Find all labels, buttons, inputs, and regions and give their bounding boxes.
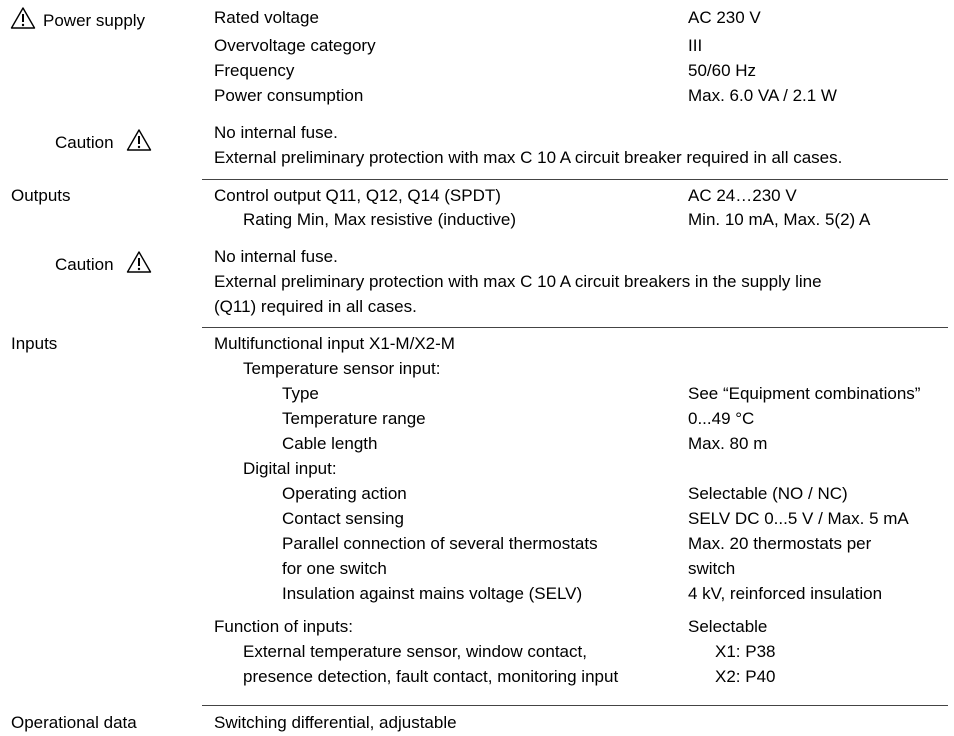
section-heading-power-supply: Power supply <box>43 11 146 30</box>
spec-value: Selectable <box>688 617 768 636</box>
spec-value: See “Equipment combinations” <box>688 384 921 403</box>
spec-label: Frequency <box>214 61 295 80</box>
spec-label: Switching differential, adjustable <box>214 713 457 732</box>
caution-text: No internal fuse. <box>214 247 338 266</box>
spec-label: Power consumption <box>214 86 364 105</box>
spec-label: External temperature sensor, window contact, <box>243 642 587 661</box>
section-heading-outputs: Outputs <box>11 186 71 205</box>
warning-triangle-icon <box>10 6 36 30</box>
spec-label: Control output Q11, Q12, Q14 (SPDT) <box>214 186 501 205</box>
caution-text: External preliminary protection with max C 10 A circuit breakers in the supply line <box>214 272 822 291</box>
section-heading-inputs: Inputs <box>11 334 58 353</box>
spec-value: X2: P40 <box>715 667 776 686</box>
subheading: Digital input: <box>243 459 337 478</box>
spec-value: Max. 6.0 VA / 2.1 W <box>688 86 837 105</box>
spec-value: Selectable (NO / NC) <box>688 484 848 503</box>
subheading: Temperature sensor input: <box>243 359 441 378</box>
spec-label: Insulation against mains voltage (SELV) <box>282 584 583 603</box>
section-heading-operational-data: Operational data <box>11 713 137 732</box>
spec-value: AC 24…230 V <box>688 186 797 205</box>
spec-label: Function of inputs: <box>214 617 353 636</box>
caution-text: (Q11) required in all cases. <box>214 297 417 316</box>
spec-label: Rated voltage <box>214 8 319 27</box>
spec-value: switch <box>688 559 736 578</box>
spec-value: AC 230 V <box>688 8 761 27</box>
caution-label: Caution <box>55 133 114 152</box>
spec-label: presence detection, fault contact, monitoring input <box>243 667 619 686</box>
spec-label: Cable length <box>282 434 378 453</box>
spec-label: Type <box>282 384 319 403</box>
spec-value: SELV DC 0...5 V / Max. 5 mA <box>688 509 909 528</box>
spec-value: Max. 20 thermostats per <box>688 534 872 553</box>
spec-value: 4 kV, reinforced insulation <box>688 584 883 603</box>
spec-label: Contact sensing <box>282 509 404 528</box>
spec-label: Parallel connection of several thermostats <box>282 534 598 553</box>
spec-value: 50/60 Hz <box>688 61 757 80</box>
divider <box>202 705 948 706</box>
spec-value: Min. 10 mA, Max. 5(2) A <box>688 210 871 229</box>
warning-triangle-icon <box>126 250 152 274</box>
spec-value: Max. 80 m <box>688 434 768 453</box>
spec-label: Operating action <box>282 484 407 503</box>
spec-label: Overvoltage category <box>214 36 376 55</box>
caution-text: No internal fuse. <box>214 123 338 142</box>
spec-label: Multifunctional input X1-M/X2-M <box>214 334 455 353</box>
divider <box>202 179 948 180</box>
caution-label: Caution <box>55 255 114 274</box>
warning-triangle-icon <box>126 128 152 152</box>
divider <box>202 327 948 328</box>
spec-label: Temperature range <box>282 409 426 428</box>
spec-label: for one switch <box>282 559 387 578</box>
spec-value: X1: P38 <box>715 642 776 661</box>
spec-value: III <box>688 36 703 55</box>
caution-text: External preliminary protection with max C 10 A circuit breaker required in all cases. <box>214 148 843 167</box>
spec-label: Rating Min, Max resistive (inductive) <box>243 210 517 229</box>
spec-value: 0...49 °C <box>688 409 755 428</box>
